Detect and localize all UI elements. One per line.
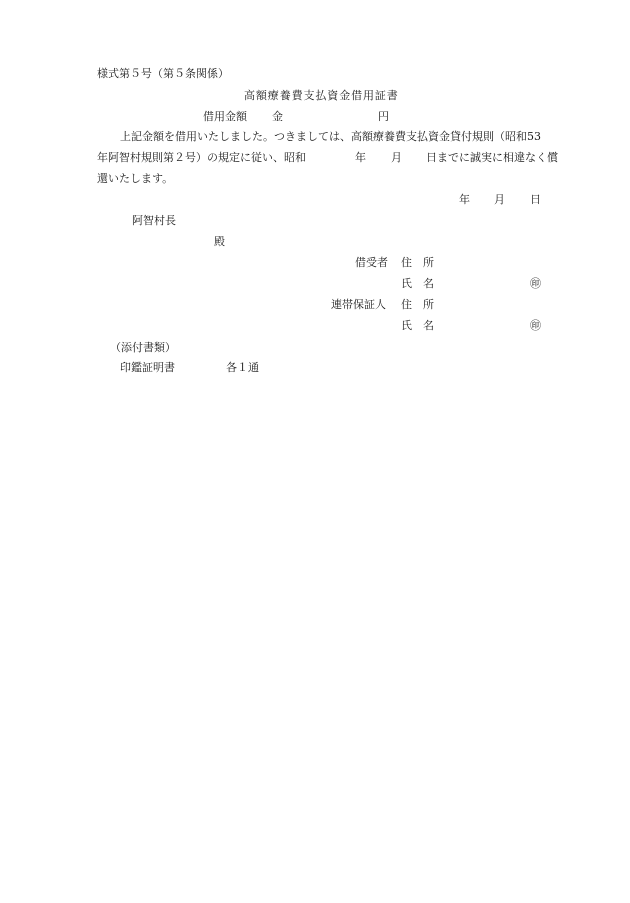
amount-label: 借用金額 [203, 110, 247, 123]
guarantor-address-label: 住 所 [401, 298, 434, 311]
attachment-count: 各１通 [226, 361, 259, 374]
attachment-item: 印鑑証明書 [120, 361, 175, 374]
guarantor-role: 連帯保証人 [331, 298, 386, 311]
document-title: 高額療養費支払資金借用証書 [244, 89, 399, 102]
addressee-name: 阿智村長 [132, 214, 176, 227]
borrower-address-label: 住 所 [401, 256, 434, 269]
body-line-2-part-1: 年阿智村規則第２号）の規定に従い、昭和 [97, 151, 306, 164]
date-month: 月 [494, 193, 505, 206]
borrower-role: 借受者 [355, 256, 388, 269]
addressee-honorific: 殿 [214, 235, 225, 248]
amount-suffix: 円 [378, 110, 389, 123]
attachments-heading: （添付書類） [110, 341, 176, 354]
body-line-2-month: 月 [391, 151, 402, 164]
date-year: 年 [459, 193, 470, 206]
body-line-2-year: 年 [355, 151, 366, 164]
amount-prefix: 金 [272, 110, 283, 123]
borrower-seal-mark: ㊞ [530, 277, 541, 290]
borrower-name-label: 氏 名 [401, 277, 434, 290]
date-day: 日 [530, 193, 541, 206]
guarantor-seal-mark: ㊞ [530, 319, 541, 332]
body-line-3: 還いたします。 [97, 172, 174, 185]
form-number: 様式第５号（第５条関係） [97, 67, 229, 80]
guarantor-name-label: 氏 名 [401, 319, 434, 332]
body-line-1: 上記金額を借用いたしました。つきましては、高額療養費支払資金貸付規則（昭和53 [120, 130, 541, 143]
body-line-2-part-2: 日までに誠実に相違なく償 [426, 151, 558, 164]
